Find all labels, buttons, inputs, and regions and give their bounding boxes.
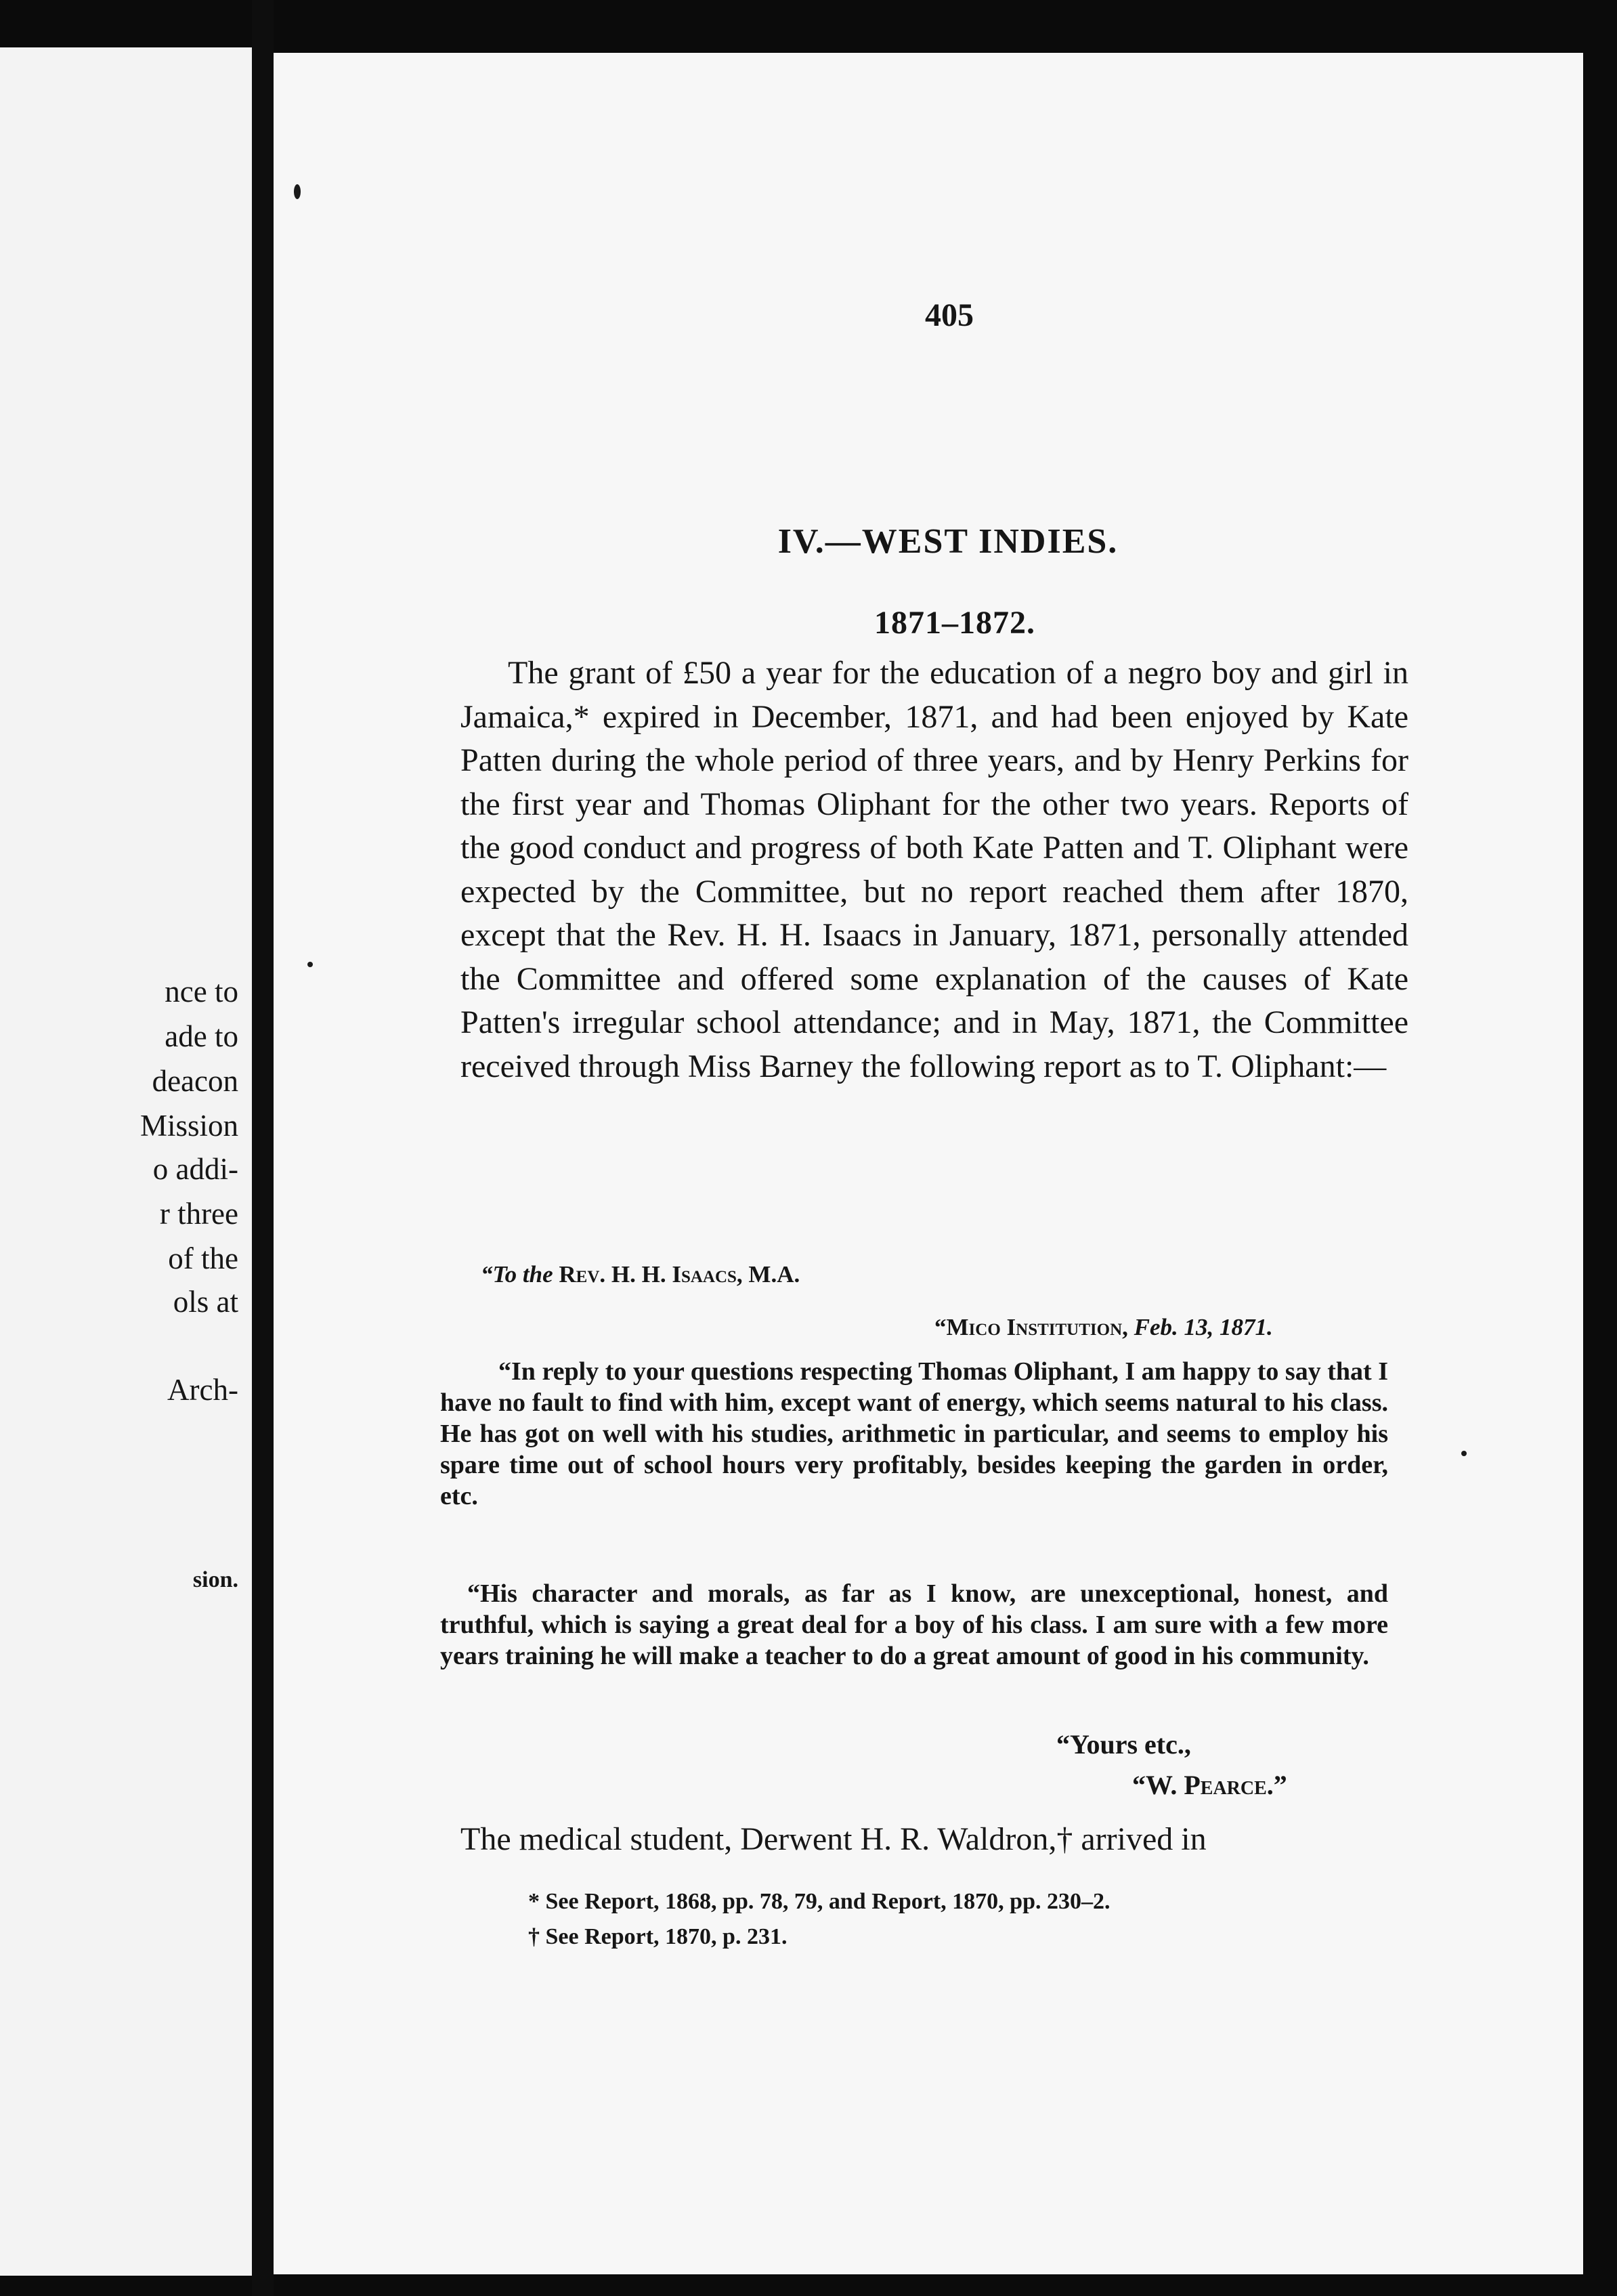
left-page-fragment: o addi- [152, 1152, 238, 1186]
letter-paragraph: “In reply to your questions respecting Thomas Oliphant, I am happy to say that I have no fault to find with him, except want of energy, which seems natural to his class. He has got on well with his studies, arithmetic in particular, and seems to employ his spare time out of school hours very profitably, besides keeping the garden in order, etc. [440, 1357, 1388, 1510]
salutation-prefix: “To the [481, 1261, 553, 1288]
salutation-name: Rev. H. H. Isaacs, M.A. [559, 1261, 800, 1288]
page-speck [1461, 1451, 1467, 1456]
left-page-fragment: sion. [192, 1567, 238, 1592]
section-years: 1871–1872. [874, 605, 1035, 641]
left-page-fragment: ols at [173, 1285, 238, 1319]
left-page-fragment: nce to [165, 975, 238, 1008]
book-gutter [252, 0, 274, 2296]
footnote: * See Report, 1868, pp. 78, 79, and Report, 1870, pp. 230–2. [528, 1889, 1111, 1914]
paragraph: The medical student, Derwent H. R. Waldron,† arrived in [460, 1821, 1207, 1857]
left-page-fragment: Mission [139, 1109, 238, 1143]
page-number: 405 [925, 297, 974, 333]
letter-signature: “W. Pearce.” [1132, 1770, 1287, 1800]
footnotes [528, 1884, 1110, 1955]
left-page-fragment: ade to [165, 1019, 238, 1053]
left-page-fragment: deacon [152, 1064, 238, 1098]
left-page-fragment: of the [168, 1241, 238, 1275]
letter-closing: “Yours etc., [1056, 1729, 1191, 1760]
section-heading: IV.—WEST INDIES. [777, 522, 1119, 561]
letter-place: “Mico Institution, [934, 1314, 1128, 1340]
letter-paragraph: “His character and morals, as far as I know, are unexceptional, honest, and truthful, which is saying a great deal for a boy of his class. I am sure with a few more years training he will make a teacher to do a great amount of good in his community. [440, 1579, 1388, 1670]
page-speck [294, 184, 301, 199]
page-speck [307, 962, 313, 967]
left-page [0, 47, 252, 2276]
footnote: † See Report, 1870, p. 231. [528, 1924, 788, 1949]
paragraph: The grant of £50 a year for the education of a negro boy and girl in Jamaica,* expired in December, 1871, and had been enjoyed by Kate Patten during the whole period of three years, and by Henry Perkins for the first year and Thomas Oliphant for the other two years. Reports of the good conduct and progress of both Kate Patten and T. Oliphant were expected by the Committee, but no report reached them after 1870, except that the Rev. H. H. Isaacs in January, 1871, personally attended the Committee and offered some explanation of the causes of Kate Patten's irregular school attendance; and in May, 1871, the Committee received through Miss Barney the following report as to T. Oliphant:— [460, 655, 1408, 1084]
left-page-fragment: Arch- [167, 1373, 238, 1407]
letter-place-date [934, 1314, 1273, 1341]
letter-salutation [481, 1261, 800, 1288]
left-page-fragment: r three [159, 1197, 238, 1231]
letter-date: Feb. 13, 1871. [1134, 1314, 1273, 1340]
